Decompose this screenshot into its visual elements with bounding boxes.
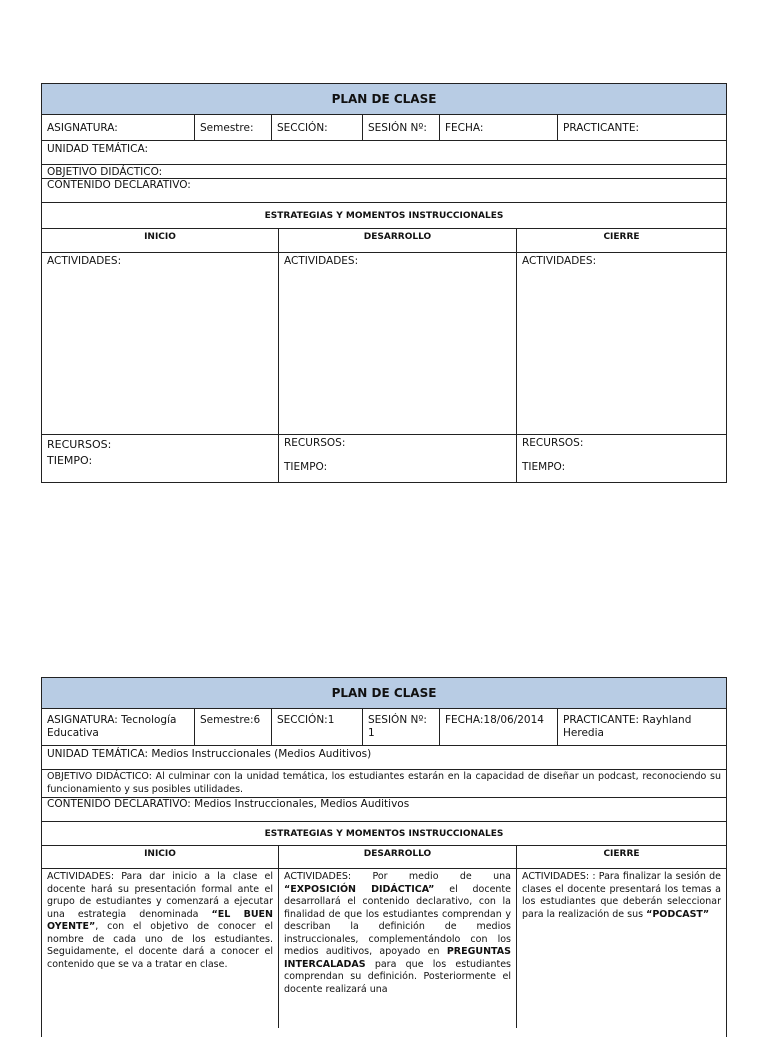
- unidad-tematica-field: UNIDAD TEMÁTICA: Medios Instruccionales (Medios Auditivos): [47, 748, 372, 760]
- desarrollo-strategy-name: “EXPOSICIÓN DIDÁCTICA”: [284, 883, 435, 895]
- objetivo-field: OBJETIVO DIDÁCTICO: Al culminar con la unidad temática, los estudiantes estarán en la capacidad de diseñar un podcast, reconociendo su funcionamiento y sus posibles utilidades.: [47, 771, 721, 795]
- moments-header-row: [42, 845, 726, 868]
- cierre-actividades: ACTIVIDADES:: [516, 253, 726, 434]
- estrategias-heading: ESTRATEGIAS Y MOMENTOS INSTRUCCIONALES: [264, 210, 504, 221]
- header-fields-row: [42, 708, 726, 745]
- desarrollo-actividades: [278, 869, 516, 1028]
- header-fields-row: [42, 114, 726, 140]
- cierre-heading: CIERRE: [516, 229, 726, 252]
- desarrollo-heading: DESARROLLO: [278, 229, 516, 252]
- cierre-heading: CIERRE: [516, 846, 726, 868]
- fecha-field: FECHA:: [439, 115, 557, 140]
- seccion-field: SECCIÓN:: [271, 115, 362, 140]
- estrategias-heading: ESTRATEGIAS Y MOMENTOS INSTRUCCIONALES: [264, 828, 504, 839]
- desarrollo-text-2: el docente desarrollará el contenido declarativo, con la finalidad de que los estudiantes comprendan y describan la definición de medios instruccionales, complementándolo con los medios auditivos, apoyado en: [284, 883, 512, 957]
- desarrollo-text-1: ACTIVIDADES: Por medio de una: [284, 871, 511, 882]
- inicio-actividades: [42, 869, 278, 1028]
- form-title: PLAN DE CLASE: [331, 92, 437, 106]
- contenido-field: CONTENIDO DECLARATIVO: Medios Instruccionales, Medios Auditivos: [47, 798, 410, 810]
- asignatura-field: ASIGNATURA:: [47, 122, 118, 134]
- asignatura-field: ASIGNATURA: Tecnología Educativa: [47, 714, 177, 739]
- desarrollo-actividades: ACTIVIDADES:: [278, 253, 516, 434]
- seccion-field: SECCIÓN:1: [271, 709, 362, 745]
- semestre-field: Semestre:6: [194, 709, 271, 745]
- inicio-actividades: ACTIVIDADES:: [47, 255, 122, 267]
- blank-plan-form: [41, 83, 727, 483]
- objetivo-field: OBJETIVO DIDÁCTICO:: [47, 166, 163, 178]
- contenido-field: CONTENIDO DECLARATIVO:: [47, 179, 191, 191]
- inicio-text-2: , con el objetivo de conocer el nombre de cada uno de los estudiantes. Seguidamente, el docente dará a conocer el contenido que se va a tratar en clase.: [47, 921, 273, 970]
- desarrollo-recursos-cell: [278, 435, 516, 482]
- inicio-strategy-name: “EL BUEN OYENTE”: [47, 908, 273, 932]
- cierre-actividades: [516, 869, 726, 1028]
- inicio-heading: INICIO: [144, 232, 176, 242]
- contenido-row: [42, 178, 726, 202]
- fecha-field: FECHA:18/06/2014: [439, 709, 557, 745]
- form-title-row: [42, 84, 726, 114]
- practicante-field: PRACTICANTE:: [557, 115, 726, 140]
- form-title: PLAN DE CLASE: [331, 686, 437, 700]
- inicio-recursos-cell: [42, 435, 278, 482]
- sesion-field: SESIÓN Nº: 1: [362, 709, 439, 745]
- desarrollo-heading: DESARROLLO: [278, 846, 516, 868]
- actividades-row: [42, 868, 726, 1028]
- unidad-tematica-field: UNIDAD TEMÁTICA:: [47, 143, 148, 155]
- contenido-row: [42, 797, 726, 821]
- unidad-row: [42, 745, 726, 769]
- inicio-tiempo: TIEMPO:: [47, 454, 93, 467]
- unidad-row: [42, 140, 726, 164]
- inicio-heading: INICIO: [144, 849, 176, 859]
- filled-plan-form: [41, 677, 727, 1037]
- inicio-recursos: RECURSOS:: [47, 438, 112, 451]
- recursos-row: [42, 434, 726, 482]
- estrategias-row: [42, 202, 726, 228]
- cierre-text-1: ACTIVIDADES: : Para finalizar la sesión de clases el docente presentará los temas a los estudiantes que deberán seleccionar para la realización de sus: [522, 871, 721, 920]
- inicio-text-1: ACTIVIDADES: Para dar inicio a la clase el docente hará su presentación formal ante el grupo de estudiantes y comenzará a ejecutar una estrategia denominada: [47, 871, 273, 920]
- objetivo-row: [42, 769, 726, 797]
- actividades-row: [42, 252, 726, 434]
- practicante-field: PRACTICANTE: Rayhland Heredia: [557, 709, 726, 745]
- form-title-row: [42, 678, 726, 708]
- desarrollo-text-3: para que los estudiantes comprendan su definición. Posteriormente el docente realizará una: [284, 958, 511, 995]
- sesion-field: SESIÓN Nº:: [362, 115, 439, 140]
- cierre-recursos: RECURSOS:: [522, 437, 584, 449]
- desarrollo-strategy-name-2: PREGUNTAS INTERCALADAS: [284, 946, 511, 970]
- cierre-tiempo: TIEMPO:: [522, 461, 566, 473]
- objetivo-row: [42, 164, 726, 178]
- desarrollo-recursos: RECURSOS:: [284, 437, 346, 449]
- estrategias-row: [42, 821, 726, 845]
- cierre-recursos-cell: [516, 435, 726, 482]
- semestre-field: Semestre:: [194, 115, 271, 140]
- desarrollo-tiempo: TIEMPO:: [284, 461, 328, 473]
- cierre-strategy-name: “PODCAST”: [646, 908, 710, 920]
- moments-header-row: [42, 228, 726, 252]
